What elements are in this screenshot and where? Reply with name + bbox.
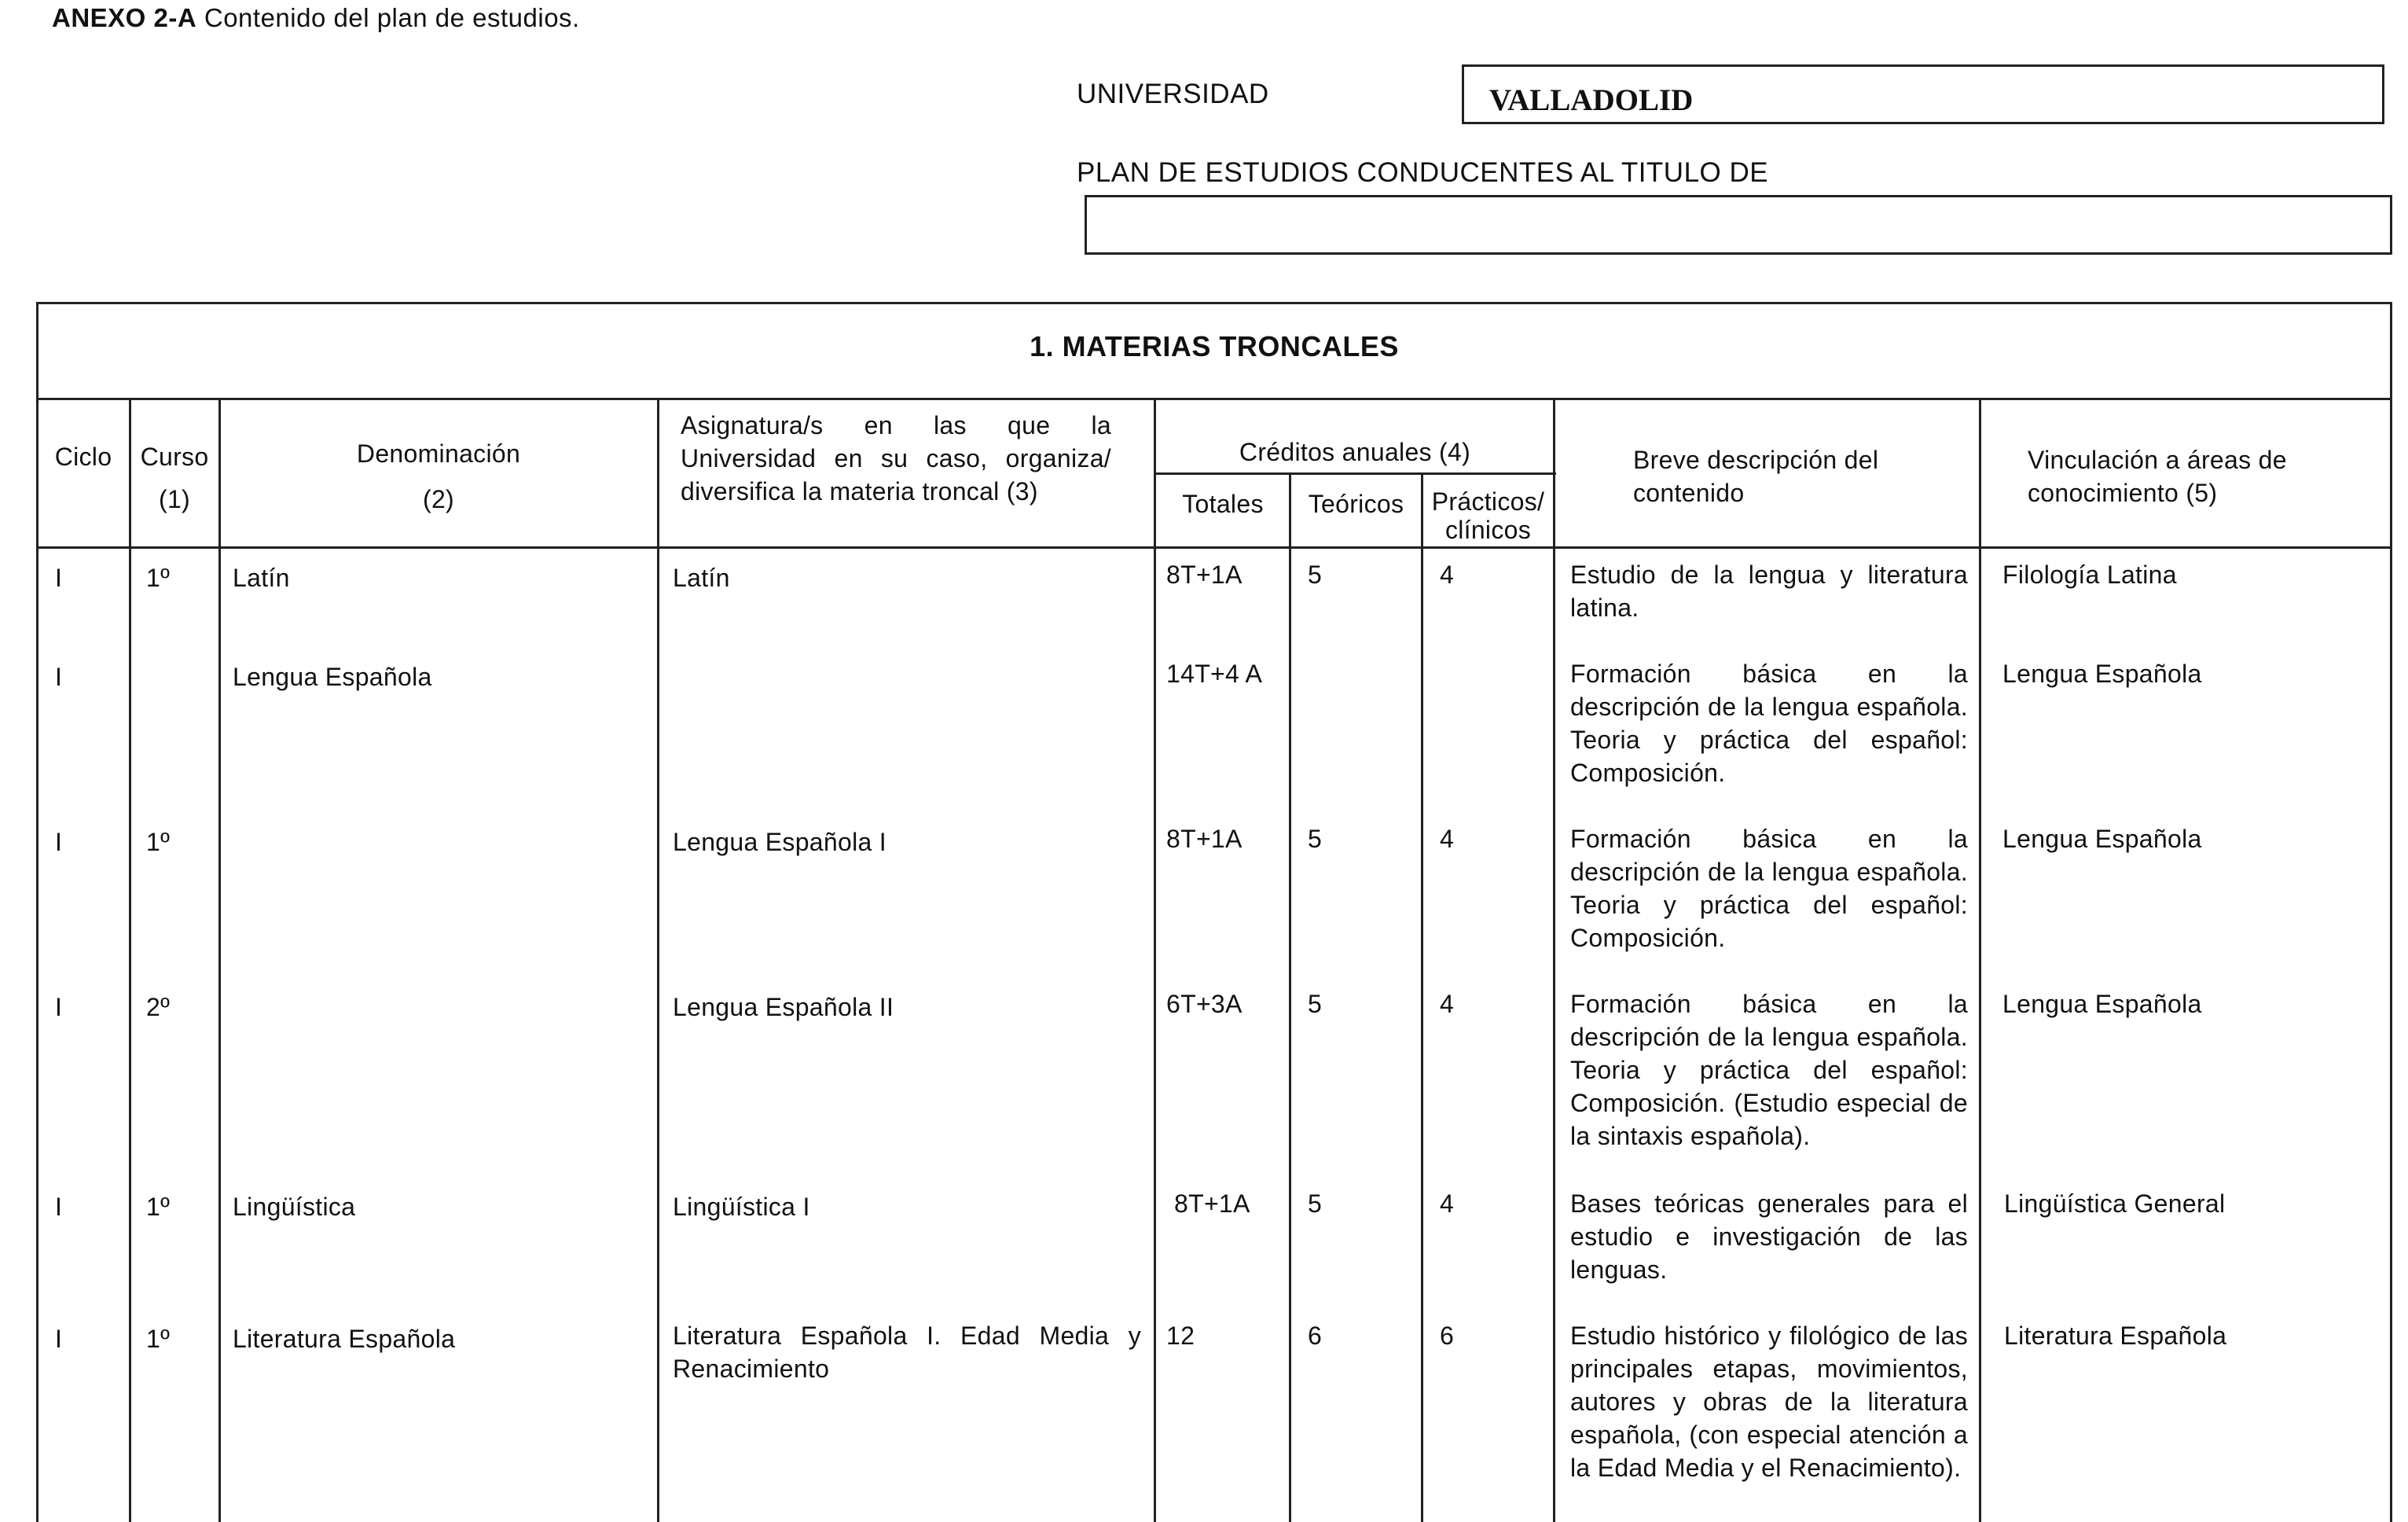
cell-totales: 8T+1A bbox=[1174, 1189, 1250, 1218]
header-creditos: Créditos anuales (4) bbox=[1239, 438, 1471, 466]
header-denominacion-note: (2) bbox=[422, 485, 454, 513]
university-label: UNIVERSIDAD bbox=[1077, 79, 1269, 109]
university-field: VALLADOLID bbox=[1462, 64, 2384, 124]
annex-description: Contenido del plan de estudios. bbox=[196, 3, 580, 32]
cell-curso: 1º bbox=[146, 564, 171, 592]
cell-curso: 1º bbox=[146, 1325, 171, 1353]
cell-asignatura: Literatura Española I. Edad Media y Renacimiento bbox=[673, 1322, 1141, 1383]
cell-totales: 8T+1A bbox=[1166, 825, 1243, 853]
cell-descripcion: Bases teóricas generales para el estudio e investigación de las lenguas. bbox=[1570, 1189, 1968, 1284]
column-header-divider bbox=[36, 546, 2392, 549]
cell-ciclo: I bbox=[55, 993, 63, 1021]
cell-teoricos: 6 bbox=[1308, 1322, 1323, 1350]
cell-descripcion: Estudio de la lengua y literatura latina. bbox=[1570, 561, 1968, 622]
cell-teoricos: 5 bbox=[1308, 561, 1323, 589]
header-vinculacion: Vinculación a áreas de conocimiento (5) bbox=[2028, 446, 2287, 507]
header-ciclo: Ciclo bbox=[54, 443, 112, 471]
cell-denominacion: Latín bbox=[233, 564, 290, 592]
header-totales: Totales bbox=[1182, 490, 1264, 518]
cell-totales: 8T+1A bbox=[1166, 561, 1243, 589]
header-teoricos: Teóricos bbox=[1308, 490, 1404, 518]
cell-vinculacion: Literatura Española bbox=[2004, 1322, 2227, 1350]
col-divider-creditos bbox=[1553, 398, 1555, 1522]
header-practicos: Prácticos/ clínicos bbox=[1431, 487, 1545, 544]
cell-asignatura: Lengua Española I bbox=[673, 828, 886, 856]
cell-teoricos: 5 bbox=[1308, 990, 1323, 1018]
cell-curso: 1º bbox=[146, 1193, 171, 1221]
cell-teoricos: 5 bbox=[1308, 825, 1323, 853]
cell-asignatura: Latín bbox=[673, 564, 730, 592]
cell-vinculacion: Lengua Española bbox=[2002, 990, 2202, 1018]
cell-practicos: 4 bbox=[1440, 1189, 1455, 1218]
cell-ciclo: I bbox=[55, 663, 63, 691]
cell-practicos: 4 bbox=[1440, 561, 1455, 589]
cell-practicos: 4 bbox=[1440, 825, 1455, 853]
col-divider-teoricos bbox=[1421, 472, 1423, 1522]
annex-title bbox=[52, 3, 580, 33]
header-denominacion: Denominación bbox=[356, 439, 521, 468]
plan-title-label: PLAN DE ESTUDIOS CONDUCENTES AL TITULO DE bbox=[1077, 157, 1769, 188]
cell-curso: 1º bbox=[146, 828, 171, 856]
cell-vinculacion: Lengua Española bbox=[2002, 825, 2202, 853]
cell-descripcion: Formación básica en la descripción de la lengua española. Teoria y práctica del español: Composición. (Estudio especial de la sintaxis española). bbox=[1570, 990, 1968, 1150]
col-divider-curso bbox=[218, 398, 221, 1522]
col-divider-totales bbox=[1289, 472, 1291, 1522]
cell-ciclo: I bbox=[55, 564, 63, 592]
cell-denominacion: Literatura Española bbox=[233, 1325, 456, 1353]
cell-ciclo: I bbox=[55, 828, 63, 856]
header-curso-note: (1) bbox=[158, 485, 190, 513]
cell-descripcion: Estudio histórico y filológico de las principales etapas, movimientos, autores y obras de la literatura española, (con especial atención a la Edad Media y el Renacimiento). bbox=[1570, 1322, 1968, 1482]
cell-denominacion: Lengua Española bbox=[233, 663, 432, 691]
cell-totales: 14T+4 A bbox=[1166, 660, 1263, 688]
header-descripcion: Breve descripción del contenido bbox=[1633, 446, 1879, 507]
cell-ciclo: I bbox=[55, 1193, 63, 1221]
cell-asignatura: Lengua Española II bbox=[673, 993, 894, 1021]
header-curso: Curso bbox=[140, 443, 209, 471]
cell-vinculacion: Lengua Española bbox=[2002, 660, 2202, 688]
cell-descripcion: Formación básica en la descripción de la lengua española. Teoria y práctica del español: Composición. bbox=[1570, 825, 1968, 952]
cell-totales: 12 bbox=[1166, 1322, 1195, 1350]
cell-asignatura: Lingüística I bbox=[673, 1193, 810, 1221]
header-asignatura: Asignatura/s en las que la Universidad en su caso, organiza/ diversifica la materia troncal (3) bbox=[681, 411, 1111, 505]
cell-descripcion: Formación básica en la descripción de la lengua española. Teoria y práctica del español: Composición. bbox=[1570, 660, 1968, 787]
cell-totales: 6T+3A bbox=[1166, 990, 1243, 1018]
col-divider-asignatura bbox=[1154, 398, 1156, 1522]
cell-denominacion: Lingüística bbox=[233, 1193, 356, 1221]
col-divider-denominacion bbox=[657, 398, 659, 1522]
cell-vinculacion: Filología Latina bbox=[2002, 561, 2177, 589]
header-divider bbox=[36, 398, 2392, 400]
annex-label: ANEXO 2-A bbox=[52, 3, 197, 32]
plan-title-field bbox=[1085, 195, 2392, 255]
cell-teoricos: 5 bbox=[1308, 1189, 1323, 1218]
col-divider-descripcion bbox=[1979, 398, 1981, 1522]
cell-practicos: 6 bbox=[1440, 1322, 1455, 1350]
cell-ciclo: I bbox=[55, 1325, 63, 1353]
cell-curso: 2º bbox=[146, 993, 171, 1021]
col-divider-ciclo bbox=[129, 398, 131, 1522]
cell-vinculacion: Lingüística General bbox=[2004, 1189, 2226, 1218]
credits-subheader-divider bbox=[1155, 472, 1556, 475]
section-title: 1. MATERIAS TRONCALES bbox=[1030, 330, 1399, 362]
cell-practicos: 4 bbox=[1440, 990, 1455, 1018]
